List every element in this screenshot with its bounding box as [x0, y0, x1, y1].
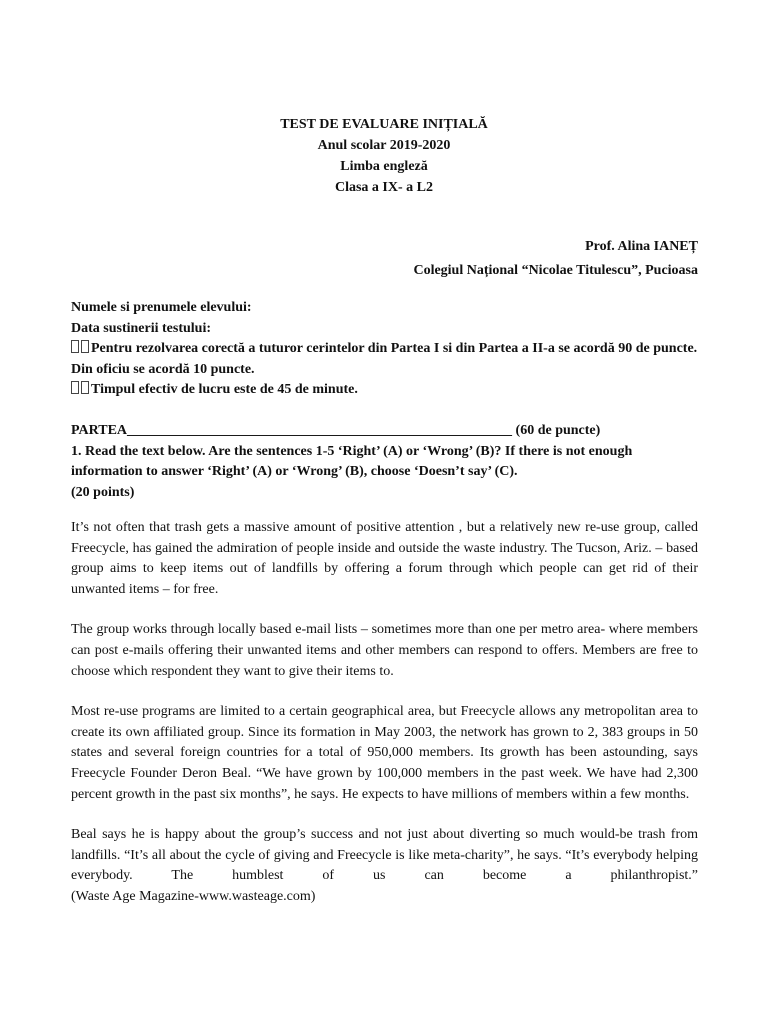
task-instruction: 1. Read the text below. Are the sentences 1-5 ‘Right’ (A) or ‘Wrong’ (B)? If there is not enough information to answer ‘Right’ (A) or ‘Wrong’ (B), choose ‘Doesn’t say’ (C). [71, 443, 633, 479]
reading-paragraph-1: It’s not often that trash gets a massive amount of positive attention , but a relatively new re-use group, called Freecycle, has gained the admiration of people inside and outside the waste industry. The Tucson, Ariz. – based group aims to keep items out of landfills by offering a forum through which people can get rid of their unwanted items – for free. [71, 520, 698, 597]
task-points: (20 points) [71, 484, 135, 500]
reading-paragraph-2: The group works through locally based e-mail lists – sometimes more than one per metro area- where members can post e-mails offering their unwanted items and other members can respond to offers. Members are free to choose which respondent they want to give their items to. [71, 622, 698, 679]
reading-source: (Waste Age Magazine-www.wasteage.com) [71, 888, 316, 904]
bullet-box-icon [81, 381, 89, 394]
author-info [413, 235, 698, 283]
test-header [0, 114, 768, 198]
teacher-name: Prof. Alina IANEȚ [585, 239, 698, 254]
instruction-time-text: Timpul efectiv de lucru este de 45 de minute. [91, 382, 358, 397]
part-section [71, 421, 701, 503]
student-name-label: Numele si prenumele elevului: [71, 300, 252, 315]
bullet-box-icon [81, 340, 89, 353]
part-heading: PARTEA_______________________________________________________ (60 de puncte) [71, 423, 601, 438]
subject: Limba engleză [340, 159, 428, 174]
instruction-scoring-text: Pentru rezolvarea corectă a tuturor cerintelor din Partea I si din Partea a II-a se acordă 90 de puncte. Din oficiu se acordă 10 puncte. [71, 341, 698, 377]
reading-paragraph-4: Beal says he is happy about the group’s success and not just about diverting so much would-be trash from landfills. “It’s all about the cycle of giving and Freecycle is like meta-charity”, he says. “It’s everybody helping everybody. The humblest of us can become a philanthropist.” [71, 827, 698, 884]
instruction-time [71, 380, 701, 401]
student-info [71, 298, 701, 401]
test-title: TEST DE EVALUARE INIȚIALĂ [280, 117, 488, 132]
class-label: Clasa a IX- a L2 [334, 180, 433, 195]
reading-text [71, 518, 698, 908]
bullet-box-icon [71, 340, 79, 353]
reading-paragraph-3: Most re-use programs are limited to a certain geographical area, but Freecycle allows any metropolitan area to create its own affiliated group. Since its formation in May 2003, the network has grown to 2, 383 groups in 50 states and several foreign countries for a total of 950,000 members. Its growth has been astounding, says Freecycle Founder Deron Beal. “We have grown by 100,000 members in the past week. We have had 2,300 percent growth in the past six months”, he says. He expects to have millions of members within a few months. [71, 704, 698, 802]
bullet-box-icon [71, 381, 79, 394]
test-date-label: Data sustinerii testului: [71, 320, 211, 336]
school-name: Colegiul Național “Nicolae Titulescu”, Pucioasa [413, 263, 698, 278]
school-year: Anul scolar 2019-2020 [317, 138, 451, 153]
instruction-scoring [71, 339, 701, 380]
